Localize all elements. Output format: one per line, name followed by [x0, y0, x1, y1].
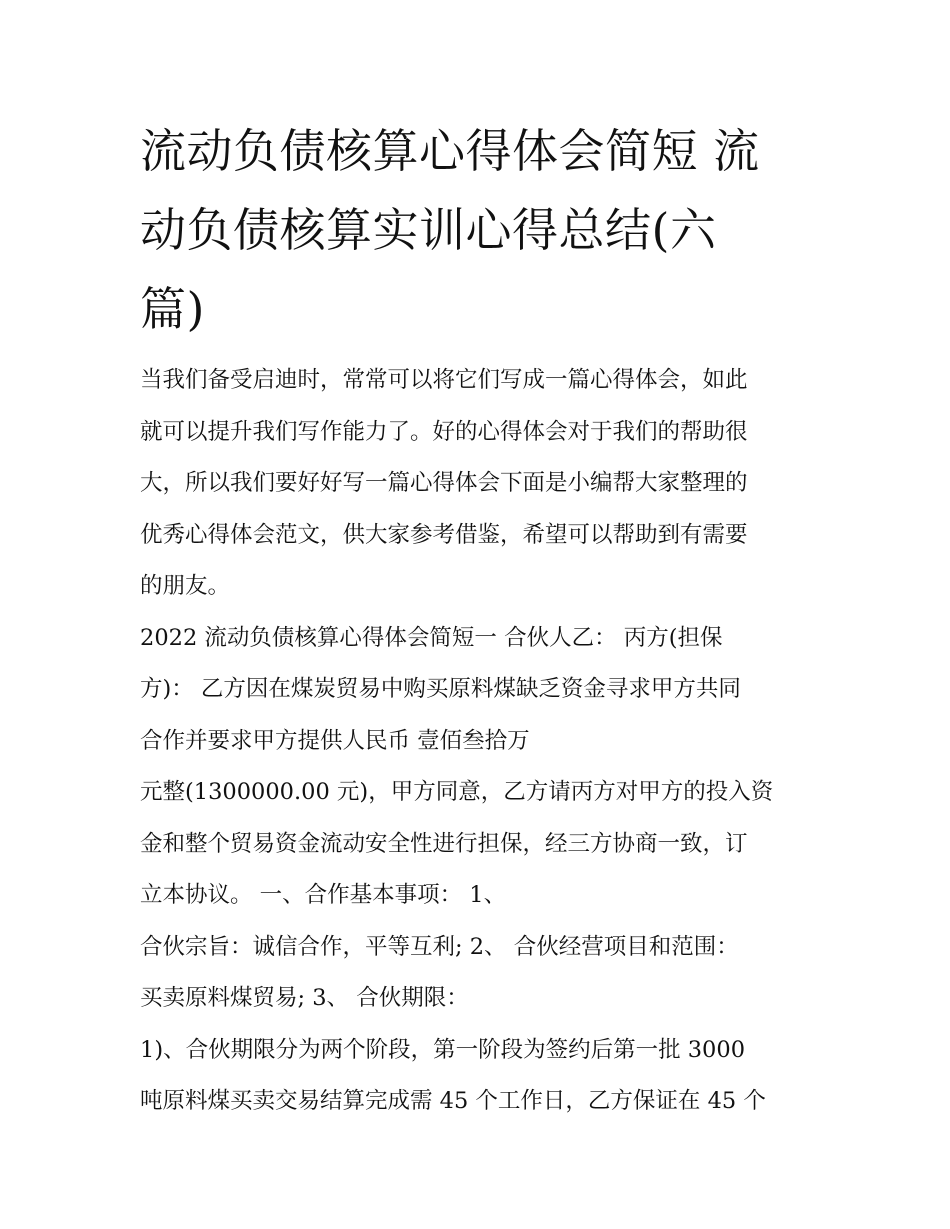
title-line: 流动负债核算心得体会简短 流: [140, 124, 760, 178]
body-line: 大，所以我们要好好写一篇心得体会下面是小编帮大家整理的: [140, 470, 748, 496]
body-line: 立本协议。 一、合作基本事项： 1、: [140, 882, 507, 908]
body-line: 就可以提升我们写作能力了。好的心得体会对于我们的帮助很: [140, 418, 748, 445]
body-line: 方)： 乙方因在煤炭贸易中购买原料煤缺乏资金寻求甲方共同: [140, 676, 741, 702]
body-line: 元整(1300000.00 元)，甲方同意，乙方请丙方对甲方的投入资: [140, 779, 774, 805]
document-body: [140, 355, 830, 1128]
title-line: 动负债核算实训心得总结(六: [140, 203, 717, 257]
body-line: 2022 流动负债核算心得体会简短一 合伙人乙： 丙方(担保: [140, 624, 723, 651]
body-line: 金和整个贸易资金流动安全性进行担保，经三方协商一致，订: [140, 830, 748, 857]
body-line: 买卖原料煤贸易; 3、 合伙期限：: [140, 985, 469, 1011]
body-line: 当我们备受启迪时，常常可以将它们写成一篇心得体会，如此: [140, 367, 748, 393]
body-line: 合伙宗旨：诚信合作，平等互利; 2、 合伙经营项目和范围：: [140, 933, 739, 960]
title-line: 篇): [140, 282, 205, 336]
body-line: 的朋友。: [140, 573, 231, 599]
body-line: 优秀心得体会范文，供大家参考借鉴，希望可以帮助到有需要: [140, 521, 748, 548]
body-line: 1)、合伙期限分为两个阶段，第一阶段为签约后第一批 3000: [140, 1036, 746, 1063]
body-line: 合作并要求甲方提供人民币 壹佰叁拾万: [140, 727, 530, 754]
document-title: [140, 112, 820, 349]
body-line: 吨原料煤买卖交易结算完成需 45 个工作日，乙方保证在 45 个: [140, 1088, 766, 1114]
